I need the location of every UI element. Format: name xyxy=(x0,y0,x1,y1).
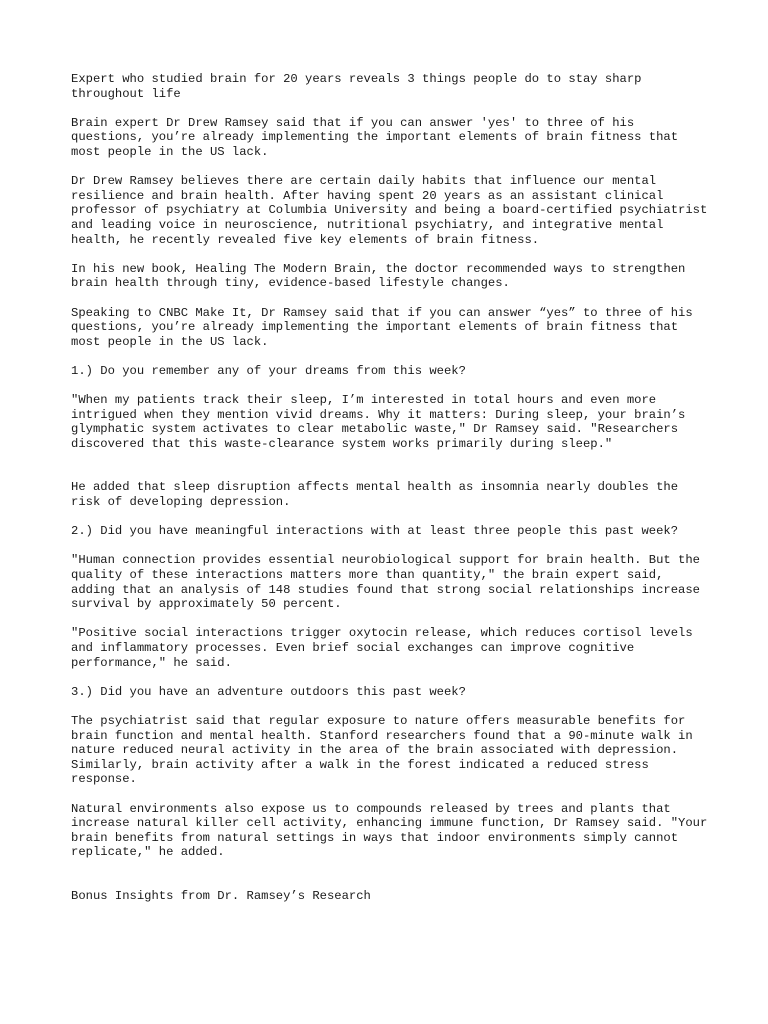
question-2: 2.) Did you have meaningful interactions with at least three people this past week? xyxy=(71,524,679,539)
paragraph-natural-environments: Natural environments also expose us to compounds released by trees and plants that increase natural killer cell activity, enhancing immune function, Dr Ramsey said. "Your brain benefits from natural settings in ways that indoor environments simply cannot replicate," he added. xyxy=(71,801,708,860)
question-3: 3.) Did you have an adventure outdoors this past week? xyxy=(71,684,466,699)
paragraph-cnbc: Speaking to CNBC Make It, Dr Ramsey said that if you can answer “yes” to three of his questions, you’re already implementing the important elements of brain fitness that most people in the US lack. xyxy=(71,305,693,349)
paragraph-sleep-disruption: He added that sleep disruption affects mental health as insomnia nearly doubles the risk of developing depression. xyxy=(71,480,679,510)
section-heading-bonus: Bonus Insights from Dr. Ramsey’s Research xyxy=(71,888,371,903)
paragraph-sleep-quote: "When my patients track their sleep, I’m interested in total hours and even more intrigued when they mention vivid dreams. Why it matters: During sleep, your brain’s glymphatic system activates to clear metabolic waste," Dr Ramsey said. "Researchers discovered that this waste-clearance system works primarily during sleep." xyxy=(71,393,686,451)
paragraph-human-connection: "Human connection provides essential neurobiological support for brain health. But the quality of these interactions matters more than quantity," the brain expert said, adding that an analysis of 148 studies found that strong social relationships increase survival by approximately 50 percent. xyxy=(71,553,700,612)
paragraph-intro: Brain expert Dr Drew Ramsey said that if you can answer 'yes' to three of his questions, you’re already implementing the important elements of brain fitness that most people in the US lack. xyxy=(71,115,679,159)
paragraph-book: In his new book, Healing The Modern Brain, the doctor recommended ways to strengthen brain health through tiny, evidence-based lifestyle changes. xyxy=(71,261,686,291)
paragraph-oxytocin: "Positive social interactions trigger oxytocin release, which reduces cortisol levels and inflammatory processes. Even brief social exchanges can improve cognitive performance," he said. xyxy=(71,626,693,670)
paragraph-habits: Dr Drew Ramsey believes there are certain daily habits that influence our mental resilience and brain health. After having spent 20 years as an assistant clinical professor of psychiatry at Columbia University and being a board-certified psychiatrist and leading voice in neuroscience, nutritional psychiatry, and integrative mental health, he recently revealed five key elements of brain fitness. xyxy=(71,174,708,247)
article-title: Expert who studied brain for 20 years reveals 3 things people do to stay sharp throughout life xyxy=(71,72,642,101)
document-body xyxy=(71,72,711,918)
paragraph-nature: The psychiatrist said that regular exposure to nature offers measurable benefits for brain function and mental health. Stanford researchers found that a 90-minute walk in nature reduced neural activity in the area of the brain associated with depression. Similarly, brain activity after a walk in the forest indicated a reduced stress response. xyxy=(71,713,693,787)
question-1: 1.) Do you remember any of your dreams from this week? xyxy=(71,363,466,378)
